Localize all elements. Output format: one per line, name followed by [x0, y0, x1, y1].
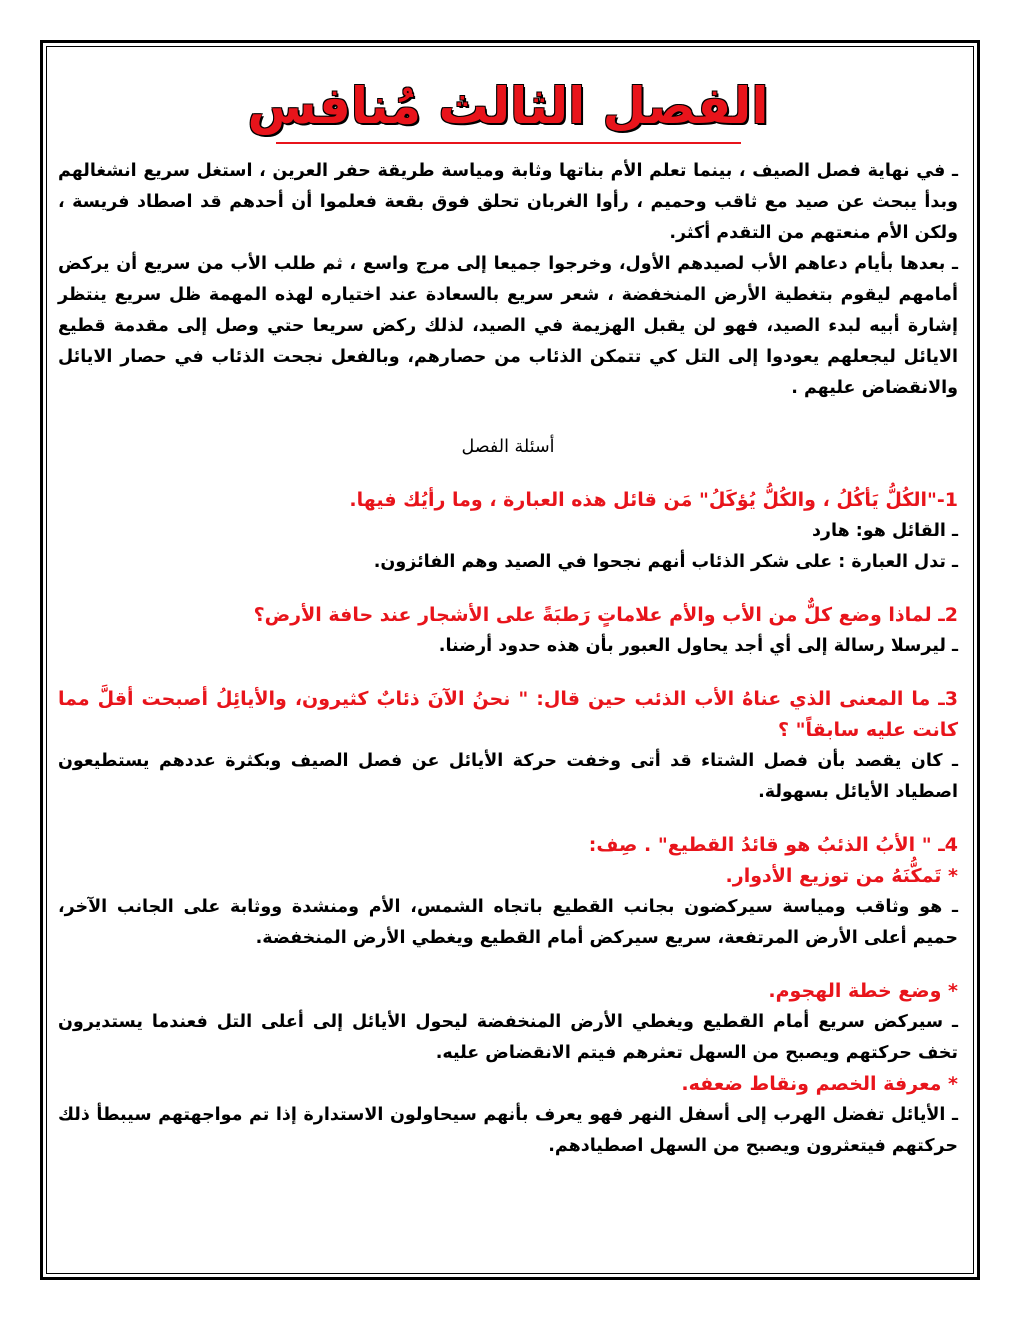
intro-paragraph-2: ـ بعدها بأيام دعاهم الأب لصيدهم الأول، وخرجوا جميعا إلى مرج واسع ، ثم طلب الأب من سريع أن يركض أمامهم ليقوم بتغطية الأرض المنخفضة ، شعر سريع بالسعادة عند اختياره لهذه المهمة ظل سريع ينتظر إشارة أبيه لبدء الصيد، فهو لن يقبل الهزيمة في الصيد، لذلك ركض سريعا حتي وصل إلى مقدمة قطيع الايائل ليجعلهم يعودوا إلى التل كي تتمكن الذئاب من حصارهم، وبالفعل نجحت الذئاب في حصار الايائل والانقضاض عليهم .: [58, 253, 958, 398]
question-4-point-2-answer: ـ سيركض سريع أمام القطيع ويغطي الأرض المنخفضة ليحول الأيائل إلى أعلى التل فعندما يستديرون تخف حركتهم ويصبح من السهل تعثرهم فيتم الانقضاض عليه.: [58, 1011, 958, 1063]
title-underline: [276, 142, 741, 144]
answer-1-meaning: ـ تدل العبارة : على شكر الذئاب أنهم نجحوا في الصيد وهم الفائزون.: [373, 551, 958, 572]
question-4-point-3-heading: * معرفة الخصم ونقاط ضعفه.: [681, 1072, 958, 1095]
answer-3: ـ كان يقصد بأن فصل الشتاء قد أتى وخفت حركة الأيائل عن فصل الصيف وبكثرة عددهم يستطيعون اصطياد الأيائل بسهولة.: [58, 750, 958, 802]
chapter-title: الفصل الثالث مُنافس: [247, 77, 769, 135]
document-body: [58, 78, 958, 1162]
answer-2: ـ ليرسلا رسالة إلى أي أجد يحاول العبور بأن هذه حدود أرضنا.: [438, 635, 958, 656]
question-4-point-2-heading: * وضع خطة الهجوم.: [768, 979, 958, 1002]
answer-1-speaker: ـ القائل هو: هارد: [811, 520, 958, 541]
question-1: 1-"الكُلُّ يَأكُلُ ، والكُلُّ يُؤكَلُ" مَن قائل هذه العبارة ، وما رأيُك فيها.: [349, 488, 958, 511]
question-4-point-1-heading: * تَمكُّنَهُ من توزيع الأدوار.: [725, 864, 958, 887]
intro-paragraph-1: ـ في نهاية فصل الصيف ، بينما تعلم الأم بناتها وثابة ومياسة طريقة حفر العرين ، استغل سريع انشغالهم وبدأ يبحث عن صيد مع ثاقب وحميم ، رأوا الغربان تحلق فوق بقعة فعلموا أن أحدهم قد اصطاد فريسة ، ولكن الأم منعتهم من التقدم أكثر.: [58, 160, 958, 243]
question-4-point-3-answer: ـ الأيائل تفضل الهرب إلى أسفل النهر فهو يعرف بأنهم سيحاولون الاستدارة إذا تم مواجهتهم سيبطأ ذلك حركتهم فيتعثرون ويصبح من السهل اصطيادهم.: [58, 1104, 958, 1156]
question-4-point-1-answer: ـ هو وثاقب ومياسة سيركضون بجانب القطيع باتجاه الشمس، الأم ومنشدة ووثابة على الجانب الآخر، حميم أعلى الأرض المرتفعة، سريع سيركض أمام القطيع ويغطي الأرض المنخفضة.: [58, 896, 958, 948]
questions-heading: أسئلة الفصل: [461, 436, 555, 457]
question-3: 3ـ ما المعنى الذي عناهُ الأب الذئب حين قال: " نحنُ الآنَ ذئابٌ كثيرون، والأيائِلُ أصبحت أقلَّ مما كانت عليه سابقاً" ؟: [58, 687, 958, 741]
question-2: 2ـ لماذا وضع كلٌّ من الأب والأم علاماتٍ رَطبَةً على الأشجار عند حافة الأرض؟: [253, 603, 958, 626]
question-4: 4ـ " الأبُ الذئبُ هو قائدُ القطيع" . صِف:: [588, 833, 958, 856]
